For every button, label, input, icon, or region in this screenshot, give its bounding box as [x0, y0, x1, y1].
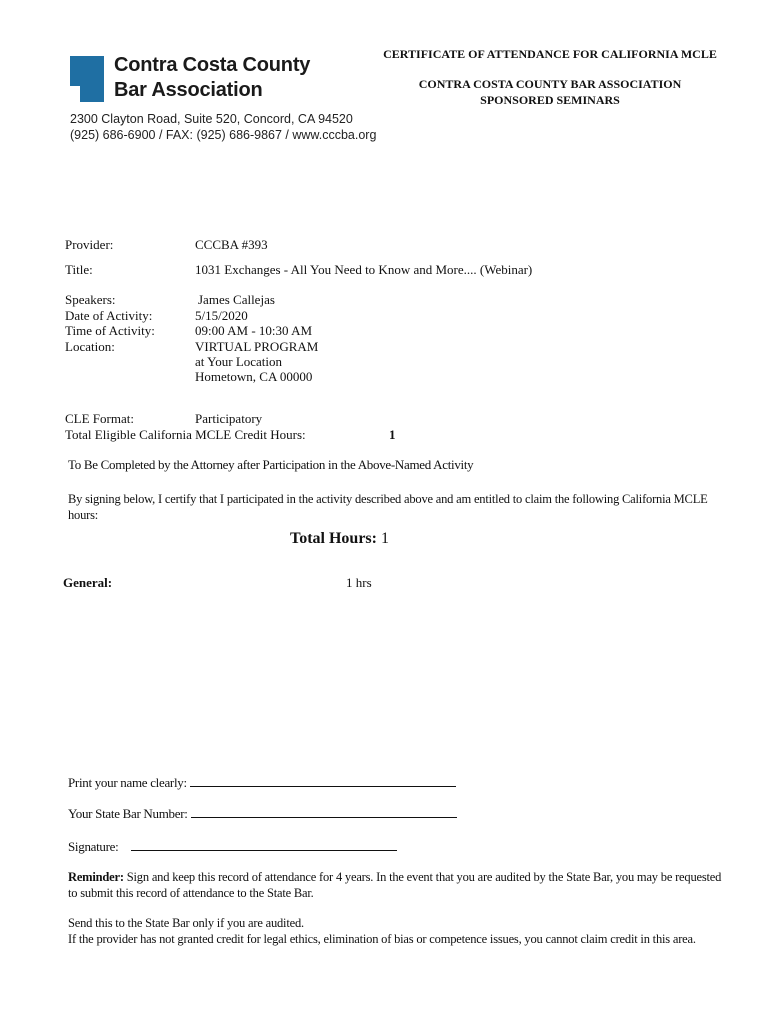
print-name-input[interactable]: [190, 774, 456, 787]
cle-format-value: Participatory: [195, 411, 263, 426]
location-value-line2: at Your Location: [195, 354, 283, 369]
speakers-value: James Callejas: [198, 292, 275, 307]
title-value: 1031 Exchanges - All You Need to Know and More.... (Webinar): [195, 262, 533, 277]
signature-field: [68, 838, 397, 855]
org-name: CONTRA COSTA COUNTY BAR ASSOCIATION: [418, 77, 682, 91]
cccba-logo-icon: [70, 56, 104, 102]
reminder-text: Sign and keep this record of attendance for 4 years. In the event that you are audited by the State Bar, you may be requested to submit this record of attendance to the State Bar.: [68, 870, 722, 900]
print-name-label: Print your name clearly:: [68, 775, 187, 790]
credit-hours-value: 1: [389, 427, 396, 442]
signature-label: Signature:: [68, 839, 119, 854]
cle-format-label: CLE Format:: [65, 411, 134, 426]
speakers-label: Speakers:: [65, 292, 116, 307]
signature-input[interactable]: [131, 838, 397, 851]
state-bar-number-field: [68, 805, 457, 822]
location-value-line1: VIRTUAL PROGRAM: [195, 339, 319, 354]
title-label: Title:: [65, 262, 93, 277]
certify-statement: By signing below, I certify that I participated in the activity described above and am entitled to claim the following California MCLE hours:: [68, 492, 708, 522]
provider-label: Provider:: [65, 237, 114, 252]
logo-text-line1: Contra Costa County: [114, 54, 311, 76]
time-value: 09:00 AM - 10:30 AM: [195, 323, 313, 338]
general-label: General:: [63, 575, 113, 590]
ethics-note: If the provider has not granted credit for legal ethics, elimination of bias or competence issues, you cannot claim credit in this area.: [68, 932, 696, 946]
logo-text-line2: Bar Association: [114, 79, 263, 101]
reminder-paragraph: [68, 869, 728, 901]
location-value-line3: Hometown, CA 00000: [195, 369, 313, 384]
total-hours: [290, 530, 389, 548]
general-value: 1 hrs: [346, 575, 372, 590]
credit-hours-label: Total Eligible California MCLE Credit Hours:: [65, 427, 306, 442]
address-line1: 2300 Clayton Road, Suite 520, Concord, CA 94520: [70, 112, 353, 126]
date-value: 5/15/2020: [195, 308, 248, 323]
total-hours-label: Total Hours:: [290, 530, 377, 547]
provider-value: CCCBA #393: [195, 237, 268, 252]
state-bar-number-label: Your State Bar Number:: [68, 806, 188, 821]
state-bar-number-input[interactable]: [191, 805, 457, 818]
reminder-label: Reminder:: [68, 870, 124, 884]
attorney-section-heading: To Be Completed by the Attorney after Participation in the Above-Named Activity: [68, 457, 474, 472]
certificate-title: CERTIFICATE OF ATTENDANCE FOR CALIFORNIA MCLE: [383, 47, 717, 61]
org-subtitle: SPONSORED SEMINARS: [480, 93, 620, 107]
print-name-field: [68, 774, 456, 791]
send-instruction: Send this to the State Bar only if you are audited.: [68, 916, 304, 930]
date-label: Date of Activity:: [65, 308, 153, 323]
total-hours-value: 1: [380, 530, 389, 547]
time-label: Time of Activity:: [65, 323, 155, 338]
contact-line: (925) 686-6900 / FAX: (925) 686-9867 / www.cccba.org: [70, 128, 377, 142]
location-label: Location:: [65, 339, 115, 354]
